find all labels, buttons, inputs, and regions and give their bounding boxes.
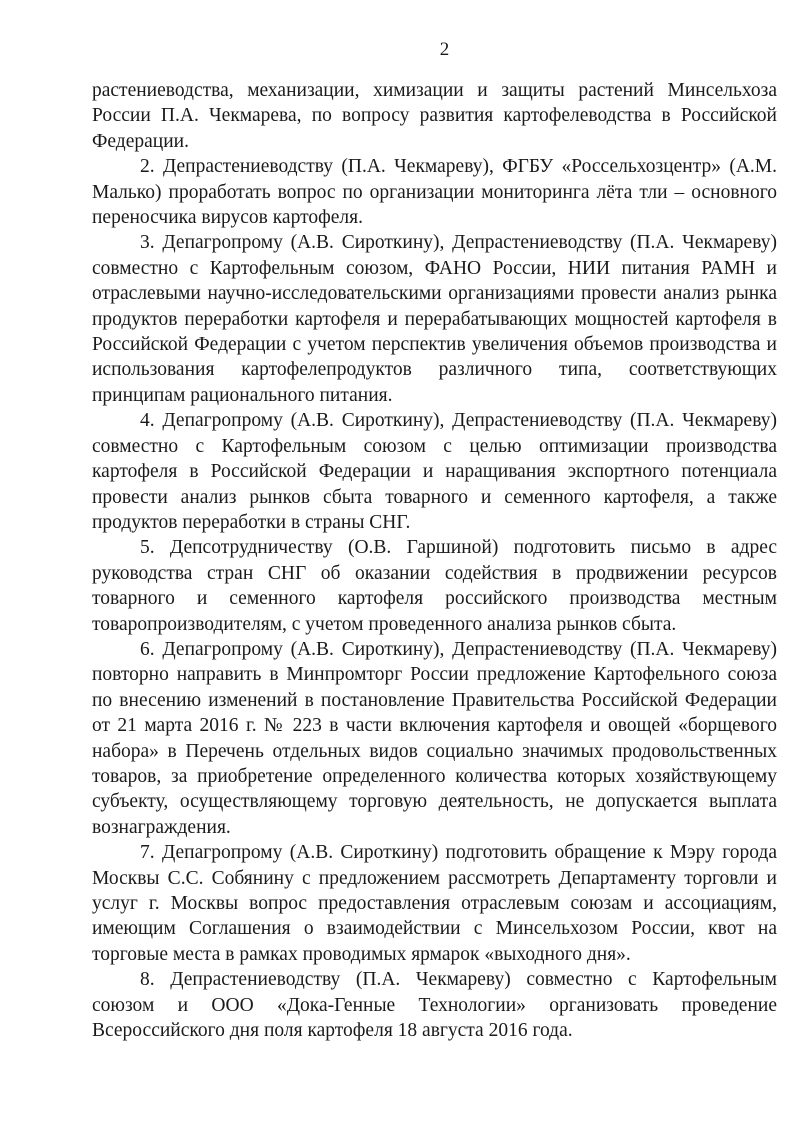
paragraph-item-3: 3. Депагропрому (А.В. Сироткину), Депрастениеводству (П.А. Чекмареву) совместно с Картофельным союзом, ФАНО России, НИИ питания РАМН и отраслевыми научно-исследовательскими организациями провести анализ рынка продуктов переработки картофеля и перерабатывающих мощностей картофеля в Российской Федерации с учетом перспектив увеличения объемов производства и использования картофелепродуктов различного типа, соответствующих принципам рационального питания. xyxy=(92,232,777,406)
page-number: 2 xyxy=(439,39,450,60)
paragraph-item-7: 7. Депагропрому (А.В. Сироткину) подготовить обращение к Мэру города Москвы С.С. Собянину с предложением рассмотреть Департаменту торговли и услуг г. Москвы вопрос предоставления отраслевым союзам и ассоциациям, имеющим Соглашения о взаимодействии с Минсельхозом России, квот на торговые места в рамках проводимых ярмарок «выходного дня». xyxy=(92,842,777,965)
paragraph-item-2: 2. Депрастениеводству (П.А. Чекмареву), ФГБУ «Россельхозцентр» (А.М. Малько) проработать вопрос по организации мониторинга лёта тли – основного переносчика вирусов картофеля. xyxy=(92,156,777,229)
paragraph-item-8: 8. Депрастениеводству (П.А. Чекмареву) совместно с Картофельным союзом и ООО «Дока-Генные Технологии» организовать проведение Всероссийского дня поля картофеля 18 августа 2016 года. xyxy=(92,969,777,1042)
document-page xyxy=(92,38,777,1043)
paragraph-item-4: 4. Депагропрому (А.В. Сироткину), Депрастениеводству (П.А. Чекмареву) совместно с Картофельным союзом с целью оптимизации производства картофеля в Российской Федерации и наращивания экспортного потенциала провести анализ рынков сбыта товарного и семенного картофеля, а также продуктов переработки в страны СНГ. xyxy=(92,410,777,533)
paragraph-continuation: растениеводства, механизации, химизации и защиты растений Минсельхоза России П.А. Чекмарева, по вопросу развития картофелеводства в Российской Федерации. xyxy=(92,80,777,152)
paragraph-item-5: 5. Депсотрудничеству (О.В. Гаршиной) подготовить письмо в адрес руководства стран СНГ об оказании содействия в продвижении ресурсов товарного и семенного картофеля российского производства местным товаропроизводителям, с учетом проведенного анализа рынков сбыта. xyxy=(92,537,777,635)
paragraph-item-6: 6. Депагропрому (А.В. Сироткину), Депрастениеводству (П.А. Чекмареву) повторно направить в Минпромторг России предложение Картофельного союза по внесению изменений в постановление Правительства Российской Федерации от 21 марта 2016 г. № 223 в части включения картофеля и овощей «борщевого набора» в Перечень отдельных видов социально значимых продовольственных товаров, за приобретение определенного количества которых хозяйствующему субъекту, осуществляющему торговую деятельность, не допускается выплата вознаграждения. xyxy=(92,638,777,838)
